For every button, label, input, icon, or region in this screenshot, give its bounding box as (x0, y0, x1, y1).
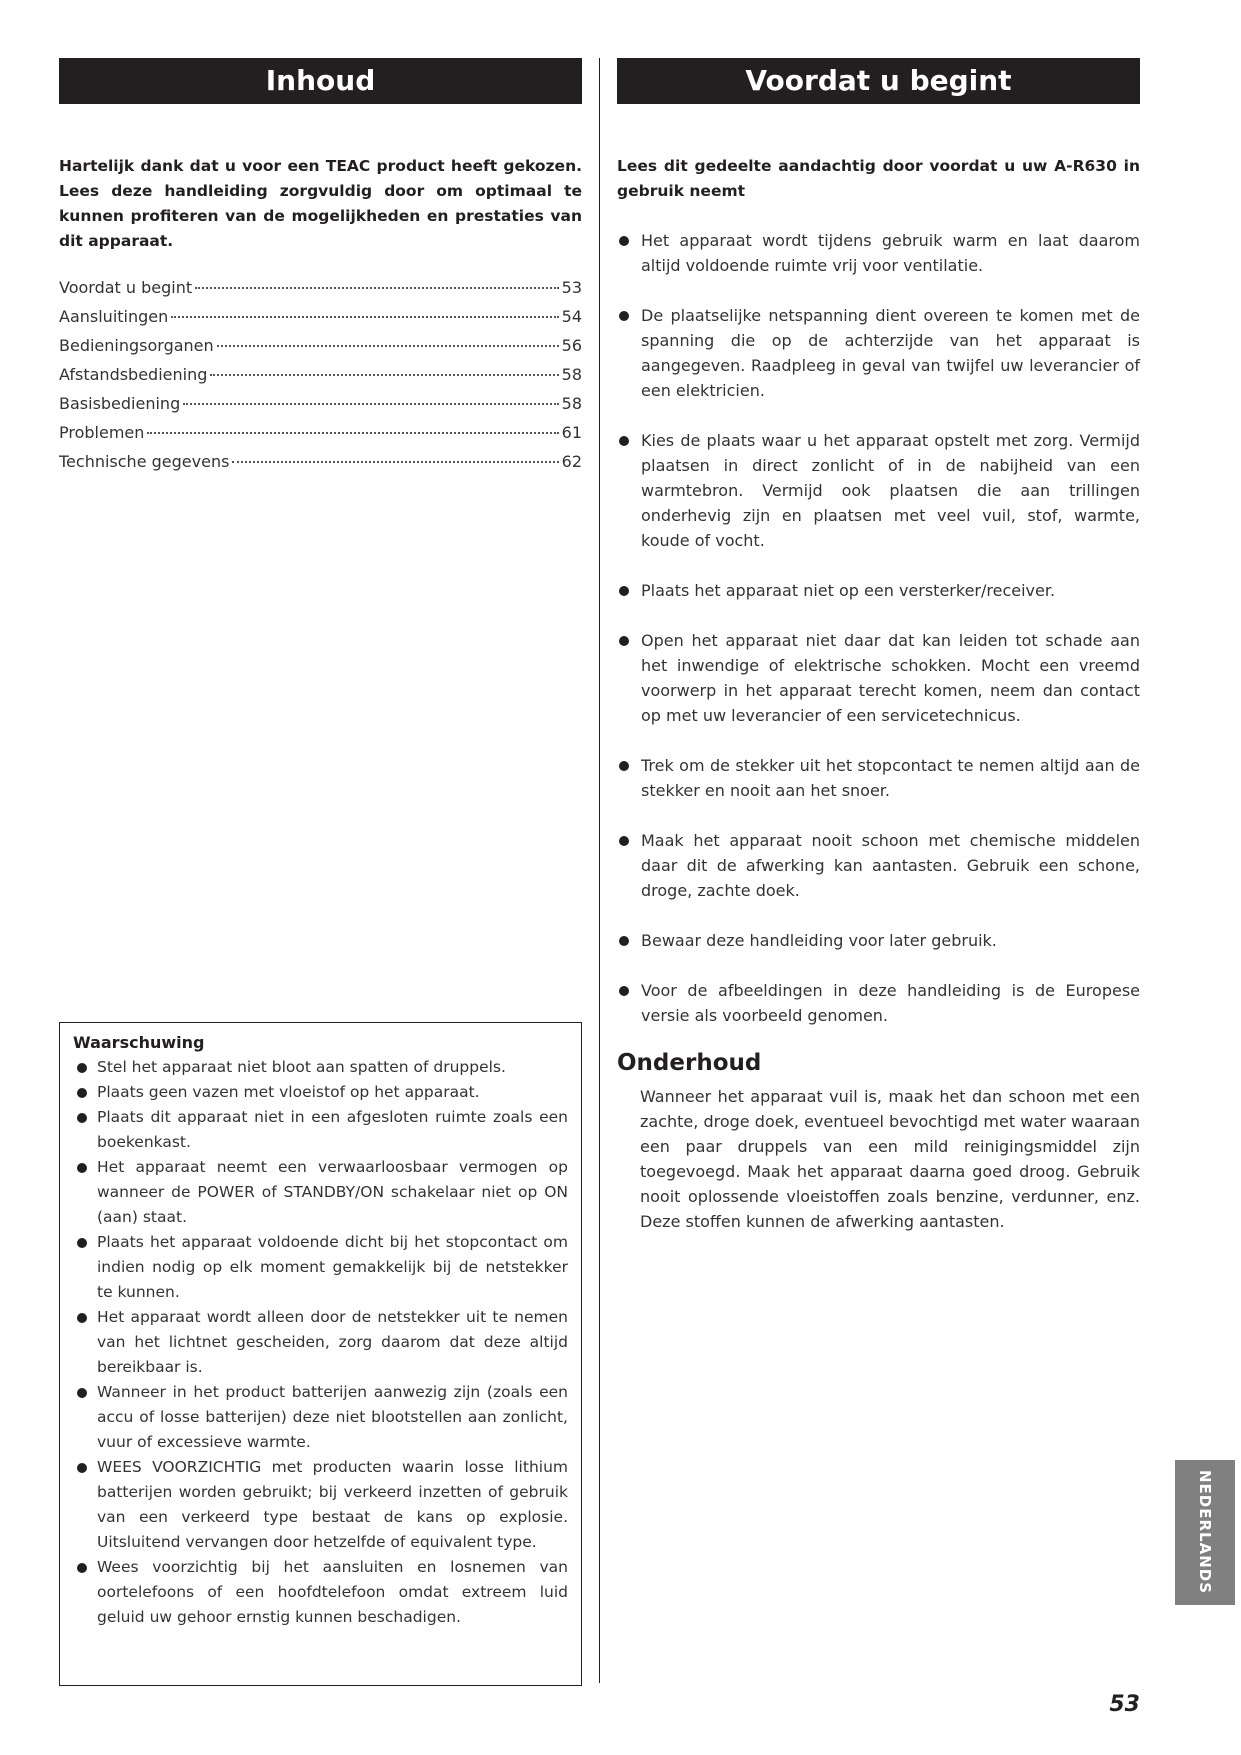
toc-entry[interactable] (59, 336, 582, 365)
precaution-item: Open het apparaat niet daar dat kan leiden tot schade aan het inwendige of elektrische schokken. Mocht een vreemd voorwerp in het apparaat terecht komen, neem dan contact op met uw leverancier of een servicetechnicus. (617, 628, 1140, 728)
toc-entry-label: Technische gegevens (59, 452, 230, 471)
contents-intro: Hartelijk dank dat u voor een TEAC product heeft gekozen. Lees deze handleiding zorgvuldig door om optimaal te kunnen profiteren van de mogelijkheden en prestaties van dit apparaat. (59, 157, 582, 250)
toc-entry-page: 58 (561, 365, 582, 384)
before-you-begin-header: Voordat u begint (617, 58, 1140, 104)
language-tab-label: NEDERLANDS (1196, 1470, 1214, 1595)
precaution-item: Bewaar deze handleiding voor later gebruik. (617, 928, 1140, 953)
toc-entry-label: Basisbediening (59, 394, 181, 413)
maintenance-text: Wanneer het apparaat vuil is, maak het dan schoon met een zachte, droge doek, eventueel bevochtigd met water waaraan een paar druppels van een mild reinigingsmiddel zijn toegevoegd. Maak het apparaat daarna goed droog. Gebruik nooit oplossende vloeistoffen zoals benzine, verdunner, enz. Deze stoffen kunnen de afwerking aantasten. (640, 1087, 1140, 1231)
contents-header: Inhoud (59, 58, 582, 104)
toc-entry-page: 62 (561, 452, 582, 471)
toc-entry-page: 61 (561, 423, 582, 442)
warning-title: Waarschuwing (73, 1033, 205, 1052)
toc-entry-label: Aansluitingen (59, 307, 169, 326)
warning-item: WEES VOORZICHTIG met producten waarin losse lithium batterijen worden gebruikt; bij verkeerd inzetten of gebruik van een verkeerd type bestaat de kans op explosie. Uitsluitend vervangen door hetzelfde of equivalent type. (73, 1455, 568, 1555)
precaution-item: Trek om de stekker uit het stopcontact te nemen altijd aan de stekker en nooit aan het snoer. (617, 753, 1140, 803)
precautions-list (617, 228, 1140, 1028)
precaution-item: De plaatselijke netspanning dient overeen te komen met de spanning die op de achterzijde van het apparaat is aangegeven. Raadpleeg in geval van twijfel uw leverancier of een elektricien. (617, 303, 1140, 403)
warning-item: Plaats geen vazen met vloeistof op het apparaat. (73, 1080, 568, 1105)
toc-entry-page: 58 (561, 394, 582, 413)
precaution-item: Kies de plaats waar u het apparaat opstelt met zorg. Vermijd plaatsen in direct zonlicht of in de nabijheid van een warmtebron. Vermijd ook plaatsen die aan trillingen onderhevig zijn en plaatsen met veel vuil, stof, warmte, koude of vocht. (617, 428, 1140, 553)
toc-entry-page: 54 (561, 307, 582, 326)
precaution-item: Voor de afbeeldingen in deze handleiding is de Europese versie als voorbeeld genomen. (617, 978, 1140, 1028)
toc-leader-dots (210, 374, 558, 376)
maintenance-section (617, 1048, 1140, 1234)
toc-entry[interactable] (59, 394, 582, 423)
warning-list (73, 1055, 568, 1630)
toc-entry[interactable] (59, 423, 582, 452)
warning-item: Het apparaat neemt een verwaarloosbaar vermogen op wanneer de POWER of STANDBY/ON schakelaar niet op ON (aan) staat. (73, 1155, 568, 1230)
toc-entry[interactable] (59, 307, 582, 336)
warning-item: Wanneer in het product batterijen aanwezig zijn (zoals een accu of losse batterijen) deze niet blootstellen aan zonlicht, vuur of excessieve warmte. (73, 1380, 568, 1455)
warning-box (59, 1022, 582, 1686)
toc-entry-label: Afstandsbediening (59, 365, 208, 384)
precaution-item: Maak het apparaat nooit schoon met chemische middelen daar dit de afwerking kan aantasten. Gebruik een schone, droge, zachte doek. (617, 828, 1140, 903)
toc-leader-dots (183, 403, 558, 405)
toc-entry-page: 56 (561, 336, 582, 355)
table-of-contents (59, 278, 582, 481)
language-tab (1175, 1460, 1235, 1605)
toc-leader-dots (232, 461, 558, 463)
warning-item: Het apparaat wordt alleen door de netstekker uit te nemen van het lichtnet gescheiden, zorg daarom dat deze altijd bereikbaar is. (73, 1305, 568, 1380)
toc-leader-dots (171, 316, 558, 318)
maintenance-heading: Onderhoud (617, 1050, 762, 1076)
precaution-item: Het apparaat wordt tijdens gebruik warm en laat daarom altijd voldoende ruimte vrij voor ventilatie. (617, 228, 1140, 278)
toc-entry-label: Voordat u begint (59, 278, 193, 297)
before-you-begin-intro: Lees dit gedeelte aandachtig door voordat u uw A-R630 in gebruik neemt (617, 157, 1140, 200)
toc-entry[interactable] (59, 365, 582, 394)
toc-entry-label: Bedieningsorganen (59, 336, 214, 355)
warning-item: Stel het apparaat niet bloot aan spatten of druppels. (73, 1055, 568, 1080)
page-number: 53 (1109, 1692, 1140, 1717)
warning-item: Plaats het apparaat voldoende dicht bij het stopcontact om indien nodig op elk moment gemakkelijk bij de netstekker te kunnen. (73, 1230, 568, 1305)
toc-entry-label: Problemen (59, 423, 145, 442)
warning-item: Wees voorzichtig bij het aansluiten en losnemen van oortelefoons of een hoofdtelefoon omdat extreem luid geluid uw gehoor ernstig kunnen beschadigen. (73, 1555, 568, 1630)
column-divider (599, 58, 600, 1683)
warning-item: Plaats dit apparaat niet in een afgesloten ruimte zoals een boekenkast. (73, 1105, 568, 1155)
toc-entry-page: 53 (561, 278, 582, 297)
toc-entry[interactable] (59, 452, 582, 481)
toc-entry[interactable] (59, 278, 582, 307)
toc-leader-dots (195, 287, 559, 289)
precaution-item: Plaats het apparaat niet op een versterker/receiver. (617, 578, 1140, 603)
toc-leader-dots (217, 345, 559, 347)
right-column (617, 58, 1140, 1053)
left-column (59, 58, 582, 497)
toc-leader-dots (147, 432, 558, 434)
